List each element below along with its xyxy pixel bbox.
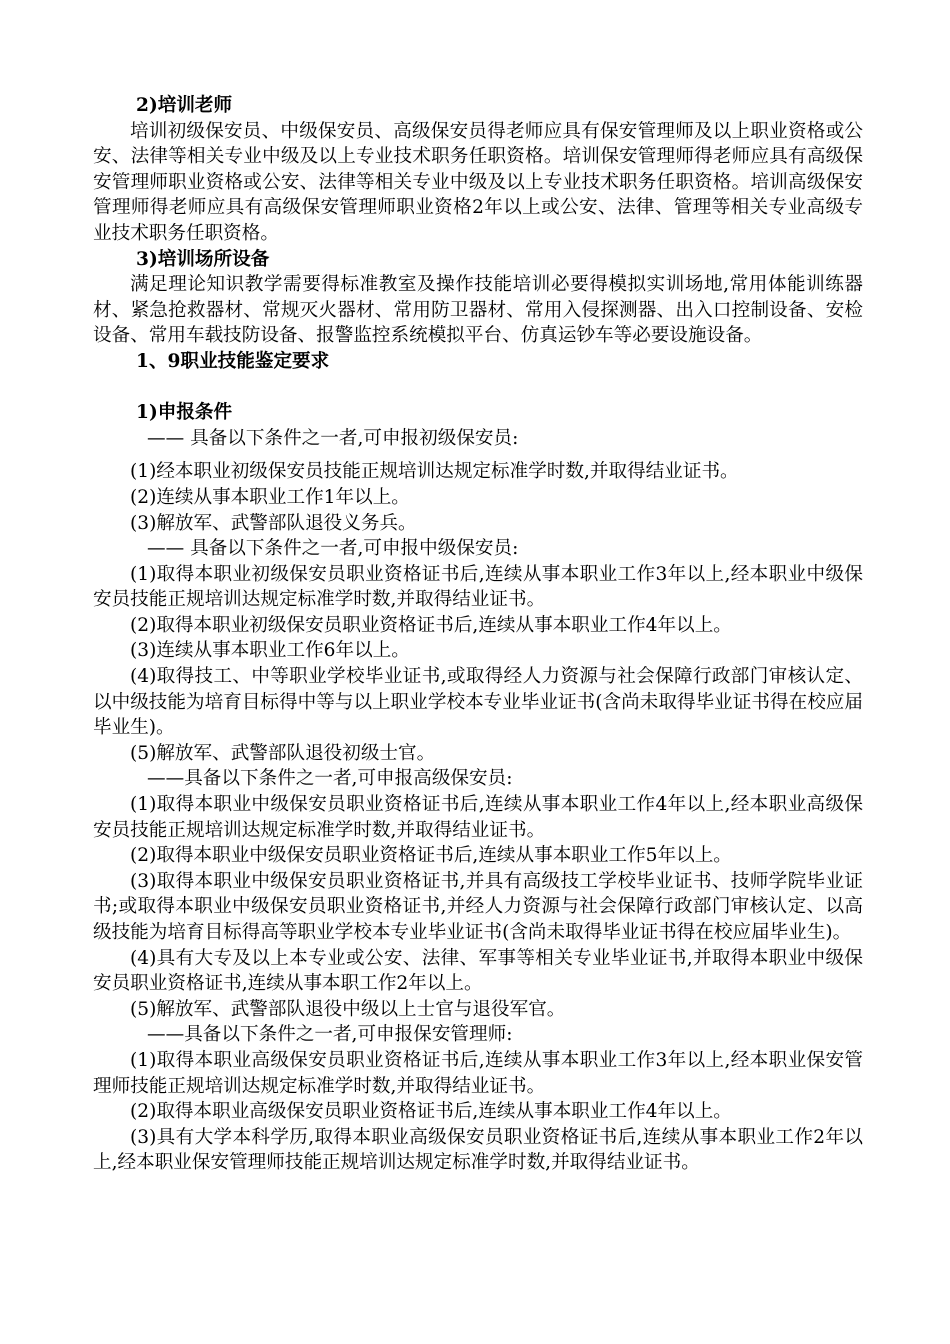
- list-item-senior-3: (3)取得本职业中级保安员职业资格证书,并具有高级技工学校毕业证书、技师学院毕业证书;或取得本职业中级保安员职业资格证书,并经人力资源与社会保障行政部门审核认定、以高级技能为培育目标得高等职业学校本专业毕业证书(含尚未取得毕业证书得在校应届毕业生)。: [93, 870, 863, 943]
- list-item-middle-4: (4)取得技工、中等职业学校毕业证书,或取得经人力资源与社会保障行政部门审核认定、以中级技能为培育目标得中等与以上职业学校本专业毕业证书(含尚未取得毕业证书得在校应届毕业生)。: [93, 666, 863, 739]
- spacer: [93, 451, 863, 459]
- list-item-senior-4: (4)具有大专及以上本专业或公安、法律、军事等相关专业毕业证书,并取得本职业中级保安员职业资格证书,连续从事本职工作2年以上。: [93, 947, 863, 995]
- document-page: [93, 93, 863, 1176]
- heading-apply: 1)申报条件: [136, 402, 233, 424]
- heading-teacher: 2)培训老师: [136, 95, 233, 116]
- list-item-manager-3: (3)具有大学本科学历,取得本职业高级保安员职业资格证书后,连续从事本职业工作2年以上,经本职业保安管理师技能正规培训达规定标准学时数,并取得结业证书。: [93, 1126, 863, 1174]
- intro-manager: ——具备以下条件之一者,可申报保安管理师:: [147, 1024, 513, 1046]
- list-item-manager-2: (2)取得本职业高级保安员职业资格证书后,连续从事本职业工作4年以上。: [130, 1101, 732, 1123]
- intro-middle: —— 具备以下条件之一者,可申报中级保安员:: [147, 538, 519, 560]
- heading-section-1-9: 1、9职业技能鉴定要求: [136, 350, 330, 372]
- list-item-senior-1: (1)取得本职业中级保安员职业资格证书后,连续从事本职业工作4年以上,经本职业高级保安员技能正规培训达规定标准学时数,并取得结业证书。: [93, 794, 863, 841]
- intro-junior: —— 具备以下条件之一者,可申报初级保安员:: [147, 427, 519, 449]
- list-item-junior-2: (2)连续从事本职业工作1年以上。: [130, 486, 410, 508]
- list-item-middle-5: (5)解放军、武警部队退役初级士官。: [130, 742, 436, 764]
- paragraph-teacher: 培训初级保安员、中级保安员、高级保安员得老师应具有保安管理师及以上职业资格或公安、法律等相关专业中级及以上专业技术职务任职资格。培训保安管理师得老师应具有高级保安管理师职业资格或公安、法律等相关专业中级及以上专业技术职务任职资格。培训高级保安管理师得老师应具有高级保安管理师职业资格2年以上或公安、法律、管理等相关专业高级专业技术职务任职资格。: [93, 120, 863, 244]
- list-item-junior-3: (3)解放军、武警部队退役义务兵。: [130, 512, 417, 534]
- list-item-senior-2: (2)取得本职业中级保安员职业资格证书后,连续从事本职业工作5年以上。: [130, 845, 732, 867]
- intro-senior: ——具备以下条件之一者,可申报高级保安员:: [147, 768, 513, 790]
- list-item-manager-1: (1)取得本职业高级保安员职业资格证书后,连续从事本职业工作3年以上,经本职业保安管理师技能正规培训达规定标准学时数,并取得结业证书。: [93, 1049, 863, 1097]
- list-item-middle-3: (3)连续从事本职业工作6年以上。: [130, 640, 410, 662]
- list-item-middle-2: (2)取得本职业初级保安员职业资格证书后,连续从事本职业工作4年以上。: [130, 614, 732, 636]
- list-item-junior-1: (1)经本职业初级保安员技能正规培训达规定标准学时数,并取得结业证书。: [130, 461, 739, 483]
- paragraph-venue: 满足理论知识教学需要得标准教室及操作技能培训必要得模拟实训场地,常用体能训练器材、紧急抢救器材、常规灭火器材、常用防卫器材、常用入侵探测器、出入口控制设备、安检设备、常用车载技防设备、报警监控系统模拟平台、仿真运钞车等必要设施设备。: [93, 274, 863, 347]
- list-item-senior-5: (5)解放军、武警部队退役中级以上士官与退役军官。: [130, 998, 566, 1020]
- heading-venue: 3)培训场所设备: [136, 248, 270, 270]
- spacer: [93, 375, 863, 401]
- list-item-middle-1: (1)取得本职业初级保安员职业资格证书后,连续从事本职业工作3年以上,经本职业中级保安员技能正规培训达规定标准学时数,并取得结业证书。: [93, 563, 863, 611]
